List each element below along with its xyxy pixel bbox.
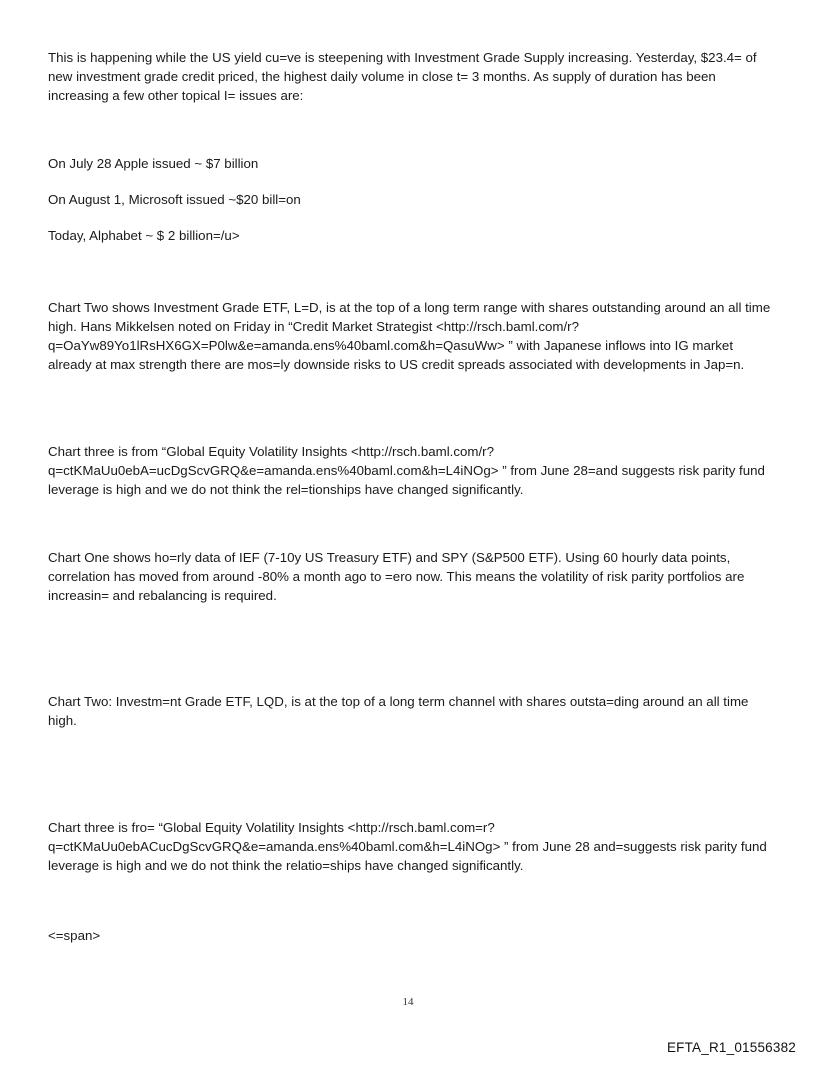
paragraph-chart-two-investment-grade: Chart Two: Investm=nt Grade ETF, LQD, is at the top of a long term channel with shares outsta=ding around an all time high. [48, 694, 749, 728]
paragraph-span-artifact: <=span> [48, 928, 101, 943]
page-number: 14 [402, 996, 414, 1008]
paragraph-chart-three-repeat: Chart three is fro= “Global Equity Volatility Insights <http://rsch.baml.com=r?q=ctKMaUu0ebACucDgScvGRQ&e=amanda.ens%40baml.com&h=L4iNOg> ” from June 28 and=suggests risk parity fund leverage is high and we do not think the relatio=ships have changed significantly. [48, 820, 767, 873]
paragraph-chart-one-ief-spy: Chart One shows ho=rly data of IEF (7-10y US Treasury ETF) and SPY (S&P500 ETF). Using 60 hourly data points, correlation has moved from around -80% a month ago to =ero now. This means the volatility of risk parity portfolios are increasin= and rebalancing is required. [48, 550, 745, 603]
paragraph-chart-three-volatility: Chart three is from “Global Equity Volatility Insights <http://rsch.baml.com/r?q=ctKMaUu0ebA=ucDgScvGRQ&e=amanda.ens%40baml.com&h=L4iNOg> ” from June 28=and suggests risk parity fund leverage is high and we do not think the rel=tionships have changed significantly. [48, 444, 765, 497]
paragraph-apple-issue: On July 28 Apple issued ~ $7 billion [48, 156, 259, 171]
paragraph-chart-two-lqd: Chart Two shows Investment Grade ETF, L=D, is at the top of a long term range with shares outstanding around an all time high. Hans Mikkelsen noted on Friday in “Credit Market Strategist <http://rsch.baml.com/r?q=OaYw89Yo1lRsHX6GX=P0lw&e=amanda.ens%40baml.com&h=QasuWw> ” with Japanese inflows into IG market already at max strength there are mos=ly downside risks to US credit spreads associated with developments in Jap=n. [48, 300, 771, 372]
bates-number: EFTA_R1_01556382 [666, 1040, 796, 1055]
paragraph-microsoft-issue: On August 1, Microsoft issued ~$20 bill=on [48, 192, 301, 207]
paragraph-yield-curve: This is happening while the US yield cu=ve is steepening with Investment Grade Supply increasing. Yesterday, $23.4= of new investment grade credit priced, the highest daily volume in close t= 3 months. As supply of duration has been increasing a few other topical I= issues are: [48, 50, 757, 103]
paragraph-alphabet-issue: Today, Alphabet ~ $ 2 billion=/u> [48, 228, 240, 243]
